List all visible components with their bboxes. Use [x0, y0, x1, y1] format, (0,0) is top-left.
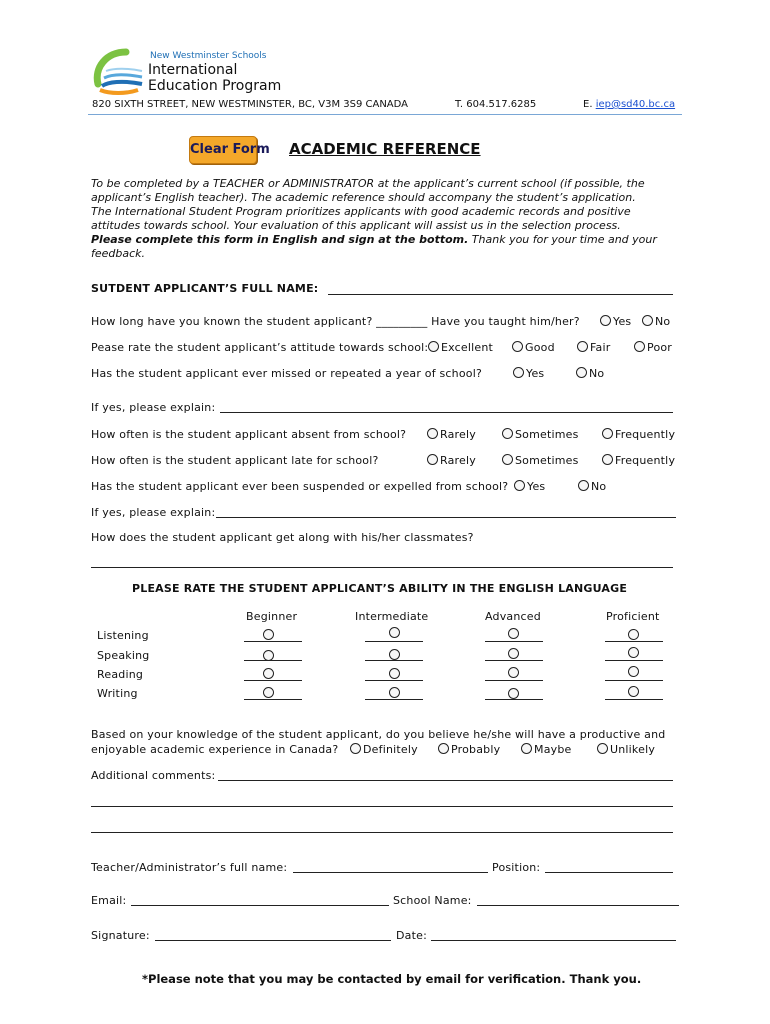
rating-underline	[605, 641, 663, 642]
classmates-label: How does the student applicant get along with his/her classmates?	[91, 531, 474, 544]
option-label: Maybe	[534, 743, 572, 756]
school-email	[583, 99, 675, 110]
skill-reading: Reading	[97, 668, 144, 681]
email-link[interactable]: iep@sd40.bc.ca	[595, 99, 676, 110]
speaking-advanced-radio[interactable]	[508, 648, 519, 659]
option-label: Fair	[590, 341, 611, 354]
level-intermediate: Intermediate	[355, 610, 429, 623]
taught-no-option[interactable]	[642, 315, 670, 328]
reading-beginner-radio[interactable]	[263, 668, 274, 679]
radio-icon	[514, 480, 525, 491]
reading-advanced-radio[interactable]	[508, 667, 519, 678]
option-label: Frequently	[615, 454, 676, 467]
comments-field-line2[interactable]	[91, 806, 673, 807]
radio-icon	[512, 341, 523, 352]
skill-writing: Writing	[97, 687, 138, 700]
missed-no-option[interactable]	[576, 367, 604, 380]
radio-icon	[502, 454, 513, 465]
rating-underline	[605, 680, 663, 681]
page-title: ACADEMIC REFERENCE	[289, 140, 481, 158]
comments-field-line1[interactable]	[218, 780, 673, 781]
email-prefix: E.	[583, 99, 596, 110]
speaking-intermediate-radio[interactable]	[389, 649, 400, 660]
position-label: Position:	[492, 861, 541, 874]
email-field[interactable]	[131, 905, 389, 906]
absent-sometimes-option[interactable]	[502, 428, 579, 441]
listening-intermediate-radio[interactable]	[389, 627, 400, 638]
rating-underline	[485, 680, 543, 681]
option-label: Rarely	[440, 428, 476, 441]
late-frequently-option[interactable]	[602, 454, 675, 467]
org-small-name: New Westminster Schools	[150, 51, 267, 61]
rating-underline	[365, 660, 423, 661]
student-name-field[interactable]	[328, 294, 673, 295]
speaking-beginner-radio[interactable]	[263, 650, 274, 661]
explain1-label: If yes, please explain:	[91, 401, 216, 414]
speaking-proficient-radio[interactable]	[628, 647, 639, 658]
radio-icon	[427, 454, 438, 465]
reading-intermediate-radio[interactable]	[389, 668, 400, 679]
canada-maybe-option[interactable]	[521, 743, 572, 756]
writing-proficient-radio[interactable]	[628, 686, 639, 697]
canada-unlikely-option[interactable]	[597, 743, 655, 756]
intro-bold: Please complete this form in English and sign at the bottom.	[91, 233, 469, 246]
option-label: Sometimes	[515, 454, 579, 467]
attitude-fair-option[interactable]	[577, 341, 610, 354]
intro-line-4: attitudes towards school. Your evaluation of this applicant will assist us in the selection process.	[91, 219, 621, 232]
writing-intermediate-radio[interactable]	[389, 687, 400, 698]
option-label: Probably	[451, 743, 501, 756]
canada-question-line2: enjoyable academic experience in Canada?	[91, 743, 339, 756]
level-proficient: Proficient	[606, 610, 660, 623]
school-name-field[interactable]	[477, 905, 679, 906]
option-label: Sometimes	[515, 428, 579, 441]
reading-proficient-radio[interactable]	[628, 666, 639, 677]
radio-icon	[642, 315, 653, 326]
intro-paragraph	[91, 177, 657, 261]
option-label: Yes	[526, 367, 545, 380]
late-label: How often is the student applicant late for school?	[91, 454, 379, 467]
rating-underline	[244, 680, 302, 681]
absent-frequently-option[interactable]	[602, 428, 675, 441]
signature-field[interactable]	[155, 940, 391, 941]
taught-yes-label: Yes	[613, 315, 632, 328]
option-label: Good	[525, 341, 555, 354]
suspended-yes-option[interactable]	[514, 480, 545, 493]
radio-icon	[428, 341, 439, 352]
radio-icon	[438, 743, 449, 754]
option-label: Rarely	[440, 454, 476, 467]
school-address: 820 SIXTH STREET, NEW WESTMINSTER, BC, V3M 3S9 CANADA	[92, 99, 409, 110]
canada-definitely-option[interactable]	[350, 743, 418, 756]
rating-underline	[365, 641, 423, 642]
rating-underline	[485, 641, 543, 642]
attitude-good-option[interactable]	[512, 341, 555, 354]
rating-underline	[485, 660, 543, 661]
radio-icon	[634, 341, 645, 352]
missed-yes-option[interactable]	[513, 367, 544, 380]
rating-underline	[244, 660, 302, 661]
date-label: Date:	[396, 929, 427, 942]
radio-icon	[602, 428, 613, 439]
attitude-label: Pease rate the student applicant’s attitude towards school:	[91, 341, 429, 354]
known-label: How long have you known the student applicant? _________ Have you taught him/her?	[91, 315, 580, 328]
absent-rarely-option[interactable]	[427, 428, 476, 441]
org-name-line1: International	[148, 62, 238, 78]
radio-icon	[578, 480, 589, 491]
clear-form-button[interactable]: Clear Form	[189, 136, 257, 164]
classmates-field[interactable]	[91, 567, 673, 568]
option-label: No	[589, 367, 605, 380]
option-label: No	[591, 480, 607, 493]
option-label: Unlikely	[610, 743, 656, 756]
taught-no-label: No	[655, 315, 671, 328]
logo	[92, 46, 148, 96]
rating-underline	[244, 641, 302, 642]
canada-question-line1: Based on your knowledge of the student applicant, do you believe he/she will have a productive and	[91, 728, 666, 741]
writing-beginner-radio[interactable]	[263, 687, 274, 698]
english-heading: PLEASE RATE THE STUDENT APPLICANT’S ABILITY IN THE ENGLISH LANGUAGE	[132, 582, 628, 595]
rating-underline	[485, 699, 543, 700]
option-label: Excellent	[441, 341, 494, 354]
comments-field-line3[interactable]	[91, 832, 673, 833]
skill-speaking: Speaking	[97, 649, 150, 662]
intro-line-5: Thank you for your time and your	[468, 233, 657, 246]
fullname-label: Teacher/Administrator’s full name:	[91, 861, 288, 874]
radio-icon	[576, 367, 587, 378]
radio-icon	[577, 341, 588, 352]
canada-probably-option[interactable]	[438, 743, 500, 756]
rating-underline	[365, 699, 423, 700]
school-phone: T. 604.517.6285	[455, 99, 537, 110]
listening-beginner-radio[interactable]	[263, 629, 274, 640]
comments-label: Additional comments:	[91, 769, 216, 782]
rating-underline	[605, 699, 663, 700]
suspended-no-option[interactable]	[578, 480, 606, 493]
radio-icon	[502, 428, 513, 439]
listening-proficient-radio[interactable]	[628, 629, 639, 640]
rating-underline	[605, 660, 663, 661]
level-beginner: Beginner	[246, 610, 298, 623]
level-advanced: Advanced	[485, 610, 541, 623]
late-rarely-option[interactable]	[427, 454, 476, 467]
email-label: Email:	[91, 894, 127, 907]
skill-listening: Listening	[97, 629, 149, 642]
option-label: Definitely	[363, 743, 418, 756]
absent-label: How often is the student applicant absent from school?	[91, 428, 407, 441]
student-name-label: SUTDENT APPLICANT’S FULL NAME:	[91, 282, 319, 295]
radio-icon	[600, 315, 611, 326]
header-divider	[88, 114, 682, 115]
taught-yes-option[interactable]	[600, 315, 631, 328]
rating-underline	[365, 680, 423, 681]
attitude-poor-option[interactable]	[634, 341, 672, 354]
option-label: Yes	[527, 480, 546, 493]
explain2-field[interactable]	[216, 517, 676, 518]
intro-line-6: feedback.	[91, 247, 146, 260]
org-name-line2: Education Program	[148, 78, 282, 94]
writing-advanced-radio[interactable]	[508, 688, 519, 699]
radio-icon	[597, 743, 608, 754]
attitude-excellent-option[interactable]	[428, 341, 493, 354]
intro-line-2: applicant’s English teacher). The academic reference should accompany the student’s application.	[91, 191, 636, 204]
intro-line-3: The International Student Program prioritizes applicants with good academic records and positive	[91, 205, 631, 218]
late-sometimes-option[interactable]	[502, 454, 579, 467]
signature-label: Signature:	[91, 929, 150, 942]
option-label: Frequently	[615, 428, 676, 441]
explain1-field[interactable]	[220, 412, 673, 413]
date-field[interactable]	[431, 940, 676, 941]
intro-line-1: To be completed by a TEACHER or ADMINISTRATOR at the applicant’s current school (if possible, the	[91, 177, 645, 190]
radio-icon	[513, 367, 524, 378]
radio-icon	[521, 743, 532, 754]
option-label: Poor	[647, 341, 673, 354]
position-field[interactable]	[545, 872, 673, 873]
radio-icon	[350, 743, 361, 754]
listening-advanced-radio[interactable]	[508, 628, 519, 639]
school-name-label: School Name:	[393, 894, 472, 907]
explain2-label: If yes, please explain:	[91, 506, 216, 519]
radio-icon	[602, 454, 613, 465]
footer-note: *Please note that you may be contacted by email for verification. Thank you.	[142, 972, 642, 986]
missed-label: Has the student applicant ever missed or repeated a year of school?	[91, 367, 482, 380]
fullname-field[interactable]	[293, 872, 488, 873]
rating-underline	[244, 699, 302, 700]
suspended-label: Has the student applicant ever been suspended or expelled from school?	[91, 480, 509, 493]
radio-icon	[427, 428, 438, 439]
